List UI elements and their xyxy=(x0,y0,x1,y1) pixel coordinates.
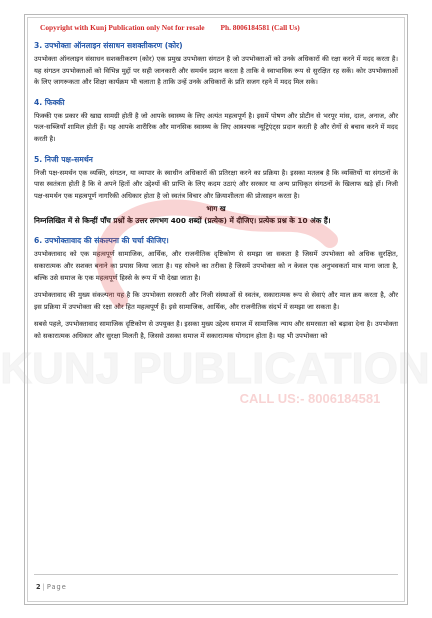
part-instruction: निम्नलिखित में से किन्हीं पाँच प्रश्नों के उत्तर लगभग 400 शब्दों (प्रत्येक) में दीजिए। प्रत्येक प्रश्न के 10 अंक हैं। xyxy=(34,216,331,226)
copyright-header xyxy=(40,23,400,32)
section-body-3: उपभोक्ता ऑनलाइन संसाधन सशक्तीकरण (कोर) एक प्रमुख उपभोक्ता संगठन है जो उपभोक्ताओं को उनके अधिकारों की रक्षा करने में मदद करता है। यह संगठन उपभोक्ताओं को विभिन्न मुद्दों पर सही जानकारी और समर्थन प्रदान करता है ताकि वे स्वाभाविक रूप से सुरक्षित रह सकें। कोर उपभोक्ताओं के लिए जागरूकता और शिक्षा कार्यक्रम भी चलाता है ताकि उन्हें उनके अधिकारों के प्रति सजग रहने में मदद मिल सके। xyxy=(34,55,398,87)
footer-divider xyxy=(34,574,398,575)
part-label: भाग ख xyxy=(206,204,226,214)
watermark-phone: CALL US:- 8006184581 xyxy=(239,391,381,406)
watermark-name: KUNJ PUBLICATION xyxy=(0,344,430,393)
section-body-4: फिक्की एक प्रकार की खाद्य सामग्री होती है जो आपके स्वास्थ्य के लिए अत्यंत महत्वपूर्ण है। इसमें पोषण और प्रोटीन से भरपूर मांस, दाल, अनाज, और फल-सब्जियाँ शामिल होती हैं। यह आपके शारीरिक और मानसिक स्वास्थ्य के लिए आवश्यक न्यूट्रिएंट्स प्रदान करती है और रोगों से बचाव करने में मदद करती है। xyxy=(34,111,398,143)
page-content xyxy=(34,40,398,343)
section-heading-3: 3. उपभोक्ता ऑनलाइन संसाधन सशक्तीकरण (कोर) xyxy=(34,41,183,50)
copyright-text: Copyright with Kunj Publication only Not for resale xyxy=(40,23,205,32)
question-heading-6: 6. उपभोक्तावाद की संकल्पना की चर्चा कीजिए। xyxy=(34,236,169,246)
answer-paragraph-1: उपभोक्तावाद को एक महत्वपूर्ण सामाजिक, आर्थिक, और राजनीतिक दृष्टिकोण से समझा जा सकता है जिसमें उपभोक्ता को अधिक सुरक्षित, सकारात्मक और सशक्त बनाने का प्रयास किया जाता है। यह सोचने का तरीका है जिसमें उपभोक्ता को न केवल एक अनुभवकर्ता मात्र माना जाता है, बल्कि उसे समाज के एक महत्वपूर्ण हिस्से के रूप में भी देखा जाता है। xyxy=(34,250,398,282)
page-footer: 2 | Page xyxy=(36,583,67,591)
section-heading-5: 5. निजी पक्ष-समर्थन xyxy=(34,154,93,164)
copyright-phone: Ph. 8006184581 (Call Us) xyxy=(220,23,300,32)
answer-paragraph-3: सबसे पहले, उपभोक्तावाद सामाजिक दृष्टिकोण से उपयुक्त है। इसका मुख्य उद्देश्य समाज में सामाजिक न्याय और समरसता को बढ़ावा देना है। उपभोक्ता को सकारात्मक अधिकार और सुरक्षा मिलती है, जिससे उसका समाज में सकारात्मक योगदान होता है। यह भी उपभोक्ता को xyxy=(34,320,398,340)
section-body-5: निजी पक्ष-समर्थन एक व्यक्ति, संगठन, या व्यापार के स्वाधीन अधिकारों की प्रतिरक्षा करने का प्रक्रिया है। इसका मतलब है कि व्यक्तियों या संगठनों के पास स्वतंत्रता होती है कि वे अपने हितों और उद्देश्यों की प्राप्ति के लिए कदम उठाएं और सरकार या अन्य प्राधिकृत संगठनों के खिलाफ खड़े हों। निजी पक्ष-समर्थन एक महत्वपूर्ण नागरिकी अधिकार होता है जो स्वतंत्र विचार और क्रियाशीलता की प्रोत्साहन करता है। xyxy=(34,168,398,200)
answer-paragraph-2: उपभोक्तावाद की मुख्य संकल्पना यह है कि उपभोक्ता सरकारी और निजी संस्थाओं से स्वतंत्र, सकारात्मक रूप से सेवाएं और माल क्रय करता है, और इस प्रक्रिया में उपभोक्ता की रक्षा और हित महत्वपूर्ण हैं। इसे सामाजिक, आर्थिक, और राजनीतिक संदर्भ में समझा जा सकता है। xyxy=(34,291,398,311)
section-heading-4: 4. फिक्की xyxy=(34,97,65,107)
page-label: Page xyxy=(46,583,67,591)
page-number: 2 xyxy=(36,583,41,591)
